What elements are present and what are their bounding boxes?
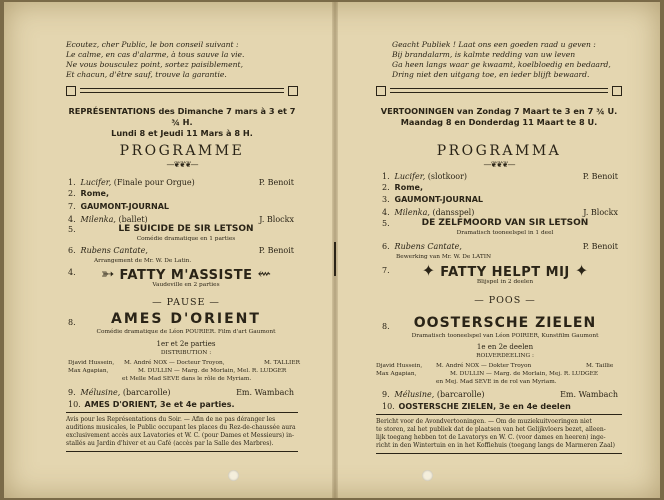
programme-item [382, 390, 618, 400]
border-square [66, 86, 76, 96]
star-ornament-icon: ✦ [421, 261, 436, 280]
border-bar [80, 88, 284, 93]
item-title: Rome, [80, 189, 110, 198]
programme-item [68, 189, 294, 199]
ornament-icon: —❦❦❦— [166, 160, 198, 169]
verse-line: Dring niet den uitgang toe, en ieder blijft bewaard. [392, 70, 590, 79]
distribution-label: ROLVERDEELING : [476, 353, 534, 359]
item-number: 1. [68, 178, 76, 187]
item-title: GAUMONT-JOURNAL [394, 195, 484, 204]
item-subtitle: Comédie dramatique en 1 parties [136, 236, 236, 242]
item-subtitle: Dramatisch tooneelspel van Léon POIRIER, Kunstfilm Gaumont [411, 333, 599, 339]
item-title: AMES D'ORIENT, 3e et 4e parties. [84, 400, 235, 409]
programme-item [68, 246, 294, 256]
item-subtitle: Vaudeville en 2 parties [152, 282, 220, 288]
item-number: 7. [382, 266, 390, 275]
featured-item [392, 261, 618, 280]
cast-name: M. André NOX — Docteur Troyon, [124, 360, 225, 366]
notice-line: lijk toegang hebben tot de Lavatorys en W. C. (voor dames en heeren) inge- [376, 434, 606, 441]
schedule-line: Lundi 8 et Jeudi 11 Mars à 8 H. [111, 128, 253, 138]
border-square [612, 86, 622, 96]
cast-name: M. André NOX — Dokter Troyon [436, 363, 532, 369]
item-note: (dansspel) [432, 208, 475, 217]
programme-item [382, 195, 618, 205]
item-title: LE SUICIDE DE SIR LETSON [118, 224, 254, 234]
item-subtitle: Arrangement de Mr. W. De Latin. [94, 258, 192, 264]
item-note: (Finale pour Orgue) [113, 178, 195, 187]
cast-name: M. Taillie [586, 363, 614, 369]
notice-line: Avis pour les Représentations du Soir. — Afin de ne pas déranger les [66, 416, 276, 423]
parts-label: 1er et 2e parties [156, 340, 216, 348]
notice-line: te storen, zal het publiek dat de plaatsen van het Gelijkvloers bezet, alleen- [376, 426, 606, 433]
evening-notice [66, 416, 298, 448]
schedule-header [66, 106, 298, 139]
verse-line: Et chacun, d'être sauf, trouve la garantie. [66, 70, 227, 79]
programme-spread [4, 2, 660, 498]
item-subtitle: Comédie dramatique de Léon POURIER. Film d'art Gaumont [96, 329, 276, 335]
item-number: 5. [68, 225, 76, 234]
cast-name: Djavid Hussein, [68, 360, 115, 366]
cast-name: et Melle Mad SEVE dans le rôle de Myriam. [122, 376, 252, 382]
item-number: 8. [68, 318, 76, 327]
item-number: 5. [382, 219, 390, 228]
divider [66, 451, 298, 452]
item-title: DE ZELFMOORD VAN SIR LETSON [421, 218, 589, 228]
verse-line: Ga heen langs waar ge kwaamt, koelbloedig en bedaard, [392, 60, 611, 69]
item-number: 2. [68, 189, 76, 198]
item-title: Mélusine, [394, 390, 435, 399]
evening-notice [376, 418, 622, 450]
safety-verse [392, 40, 611, 80]
item-number: 4. [382, 208, 390, 217]
parts-label: 1e en 2e deelen [476, 343, 534, 351]
item-number: 6. [68, 246, 76, 255]
schedule-header [376, 106, 622, 128]
item-number: 6. [382, 242, 390, 251]
item-title: Rubens Cantate, [394, 242, 462, 251]
star-ornament-icon: ✦ [574, 261, 589, 280]
item-composer: P. Benoit [582, 172, 618, 181]
verse-line: Le calme, en cas d'alarme, à tous sauve la vie. [66, 50, 245, 59]
page-dutch [340, 2, 658, 498]
programme-title: PROGRAMMA [436, 143, 562, 159]
arrow-ornament-icon: ➳ [101, 264, 115, 283]
feature-title: AMES D'ORIENT [111, 311, 261, 327]
item-composer: J. Blockx [583, 208, 618, 217]
item-composer: P. Benoit [258, 246, 294, 255]
item-title: Rubens Cantate, [80, 246, 148, 255]
item-title: Mélusine, [80, 388, 121, 397]
item-title: Milenka, [80, 215, 116, 224]
programme-item [382, 172, 618, 182]
schedule-line: REPRÉSENTATIONS des Dimanche 7 mars à 3 et 7 ¾ H. [68, 106, 296, 127]
item-subtitle: Blijspel in 2 deelen [476, 279, 534, 285]
item-composer: P. Benoit [258, 178, 294, 187]
item-number: 4. [68, 215, 76, 224]
divider [376, 414, 622, 415]
notice-line: auditions musicales, le Public occupant les places du Rez-de-chaussée aura [66, 424, 296, 431]
cast-name: M. TALLIER [264, 360, 300, 366]
cast-name: M. DULLIN — Marg. de Morlain, Mel. R. LUDGER [138, 368, 287, 374]
cast-name: Djavid Hussein, [376, 363, 423, 369]
border-square [376, 86, 386, 96]
item-number: 8. [382, 322, 390, 331]
decorative-border [66, 86, 298, 96]
page-french [6, 2, 324, 498]
notice-line: Bericht voor de Avondvertooningen. — Om de muziekuitvoeringen niet [376, 418, 592, 425]
programme-item [68, 400, 294, 410]
item-title: FATTY HELPT MIJ [440, 265, 570, 280]
item-title: FATTY M'ASSISTE [119, 268, 253, 283]
item-composer: P. Benoit [582, 242, 618, 251]
verse-line: Bij brandalarm, is kalmte redding van uw leven [392, 50, 576, 59]
programme-item [382, 208, 618, 218]
binding-stitch [334, 242, 336, 276]
item-number: 9. [68, 388, 76, 397]
cast-name: Max Agapian, [376, 371, 417, 377]
item-number: 1. [382, 172, 390, 181]
border-bar [390, 88, 608, 93]
item-number: 3. [382, 195, 390, 204]
item-number: 4. [68, 268, 76, 277]
notice-line: exclusivement accès aux Lavatories et W. C. (pour Dames et Messieurs) in- [66, 432, 294, 439]
item-composer: Em. Wambach [236, 388, 294, 397]
cast-name: Max Agapian, [68, 368, 109, 374]
decorative-border [376, 86, 622, 96]
item-note: (slotkoor) [427, 172, 468, 181]
item-title: Rome, [394, 183, 424, 192]
item-subtitle: Dramatisch tooneelspel in 1 deel [456, 230, 554, 236]
cast-name: M. DULLIN — Marg. de Morlain, Mej. R. LUDGEE [450, 371, 599, 377]
item-composer: Em. Wambach [560, 390, 618, 399]
programme-item [68, 202, 294, 212]
divider [376, 453, 622, 454]
arrow-ornament-icon: ⇜ [257, 264, 271, 283]
safety-verse [66, 40, 244, 80]
item-subtitle: Bewerking van Mr. W. De LATIN [396, 254, 492, 260]
programme-item [382, 402, 618, 412]
punch-hole [228, 470, 239, 481]
programme-item [382, 183, 618, 193]
programme-title: PROGRAMME [119, 143, 245, 159]
verse-line: Geacht Publiek ! Laat ons een goeden raad u geven : [392, 40, 596, 49]
schedule-line: Maandag 8 en Donderdag 11 Maart te 8 U. [400, 117, 598, 127]
verse-line: Ne vous bousculez point, sortez paisiblement, [66, 60, 243, 69]
notice-line: stallés au Jardin d'hiver et au Café (accès par la Salle des Marbres). [66, 440, 274, 447]
item-composer: J. Blockx [259, 215, 294, 224]
item-title: Milenka, [394, 208, 430, 217]
item-number: 10. [382, 402, 395, 411]
item-title: Lucifer, [80, 178, 112, 187]
cast-name: en Mej. Mad SEVE in de rol van Myriam. [436, 379, 557, 385]
item-number: 10. [68, 400, 81, 409]
divider [66, 412, 298, 413]
item-title: Lucifer, [394, 172, 426, 181]
item-title: GAUMONT-JOURNAL [80, 202, 170, 211]
programme-item [68, 178, 294, 188]
intermission-label: — PAUSE — [152, 297, 220, 308]
notice-line: richt in den Wintertuin en in het Koffiehuis (toegang langs de Marmeren Zaal) [376, 442, 615, 449]
schedule-line: VERTOONINGEN van Zondag 7 Maart te 3 en 7 ¾ U. [380, 106, 618, 116]
border-square [288, 86, 298, 96]
item-title: OOSTERSCHE ZIELEN, 3e en 4e deelen [398, 402, 571, 411]
feature-title: OOSTERSCHE ZIELEN [413, 315, 597, 331]
verse-line: Ecoutez, cher Public, le bon conseil suivant : [66, 40, 239, 49]
item-number: 9. [382, 390, 390, 399]
item-note: (ballet) [118, 215, 148, 224]
distribution-label: DISTRIBUTION : [160, 350, 212, 356]
item-number: 7. [68, 202, 76, 211]
item-note: (barcarolle) [122, 388, 171, 397]
ornament-icon: —❦❦❦— [483, 160, 515, 169]
intermission-label: — POOS — [474, 295, 536, 306]
programme-item [68, 388, 294, 398]
item-number: 2. [382, 183, 390, 192]
item-note: (barcarolle) [436, 390, 485, 399]
punch-hole [422, 470, 433, 481]
featured-item [78, 264, 294, 283]
programme-item [382, 242, 618, 252]
